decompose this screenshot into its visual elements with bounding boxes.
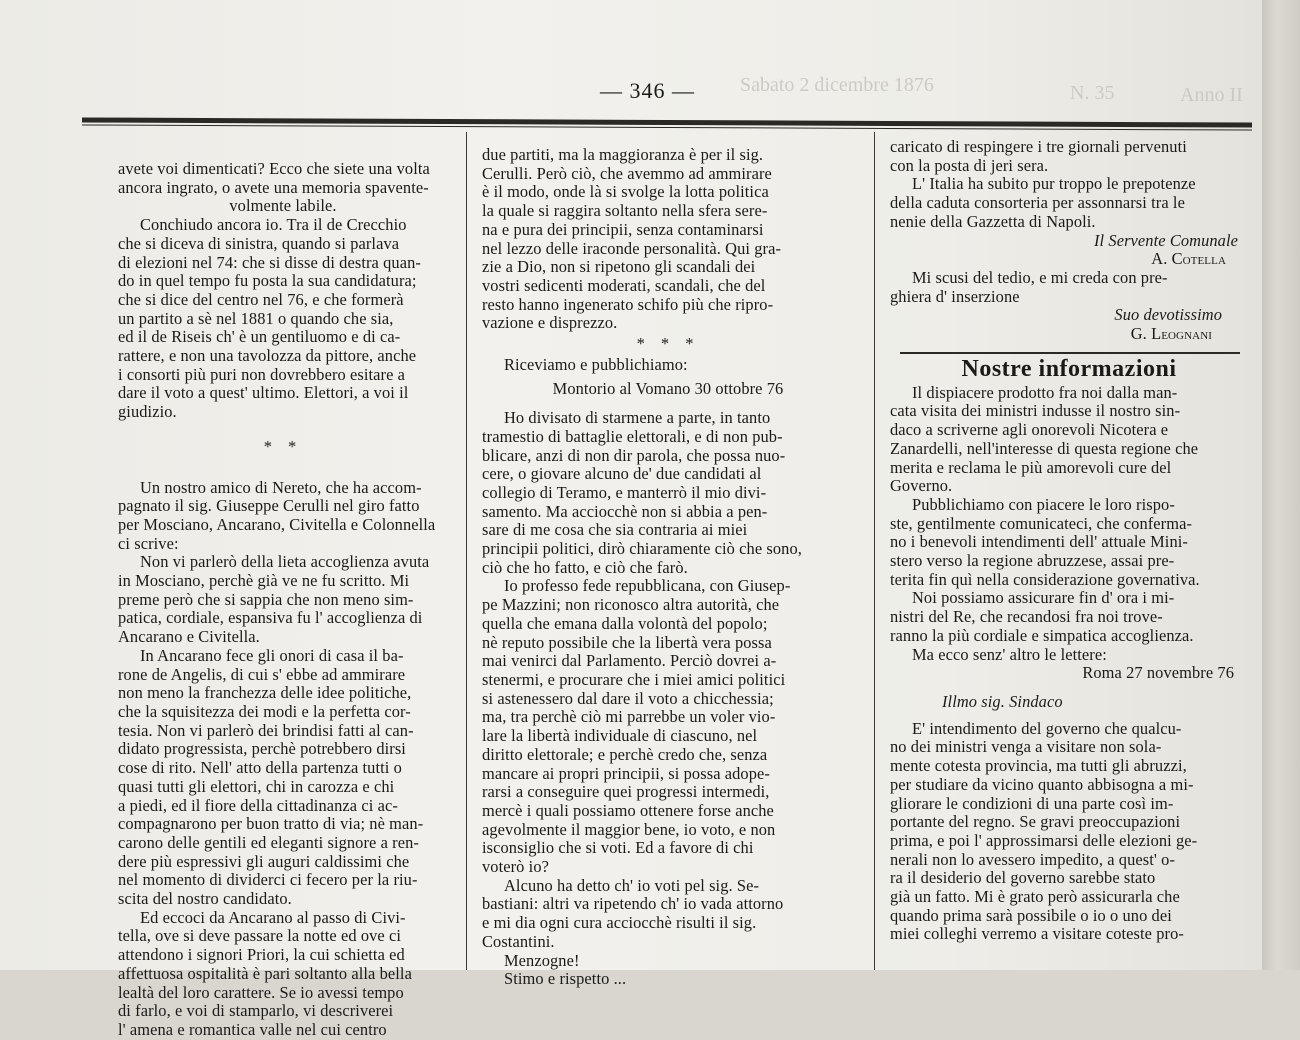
text-line: per studiare da vicino quanto abbisogna a mi- — [890, 774, 1194, 794]
text-line: gliorare le condizioni di una parte così im- — [890, 793, 1174, 813]
text-line: pe Mazzini; non riconosco altra autorità, che — [482, 595, 780, 615]
text-line: stenermi, e procurare che i miei amici politici — [482, 669, 786, 689]
text-line: cere, o giovare alcuno de' due candidati al — [482, 464, 762, 484]
text-line: mente cotesta provincia, ma tutti gli abruzzi, — [890, 756, 1187, 776]
text-line: nenie della Gazzetta di Napoli. — [890, 211, 1096, 231]
text-line: no dei ministri venga a visitare non sola- — [890, 737, 1162, 757]
page-number: — 346 — — [600, 78, 695, 103]
text-line: Il dispiacere prodotto fra noi dalla man- — [912, 382, 1178, 402]
signature-name: G. Leognani — [1130, 324, 1212, 344]
section-stars: * * * — [636, 334, 700, 354]
text-line: che la squisitezza dei modi e la perfetta cor- — [118, 701, 411, 721]
text-line: nistri del Re, che recandosi fra noi trove- — [890, 607, 1163, 627]
text-line: caricato di respingere i tre giornali pervenuti — [890, 137, 1187, 156]
text-line: rarsi a conseguire quei progressi intermedi, — [482, 782, 770, 802]
text-line: in Mosciano, perchè già ve ne fu scritto. Mi — [118, 571, 410, 591]
text-line: Stimo e rispetto ... — [504, 969, 627, 989]
text-line: ghiera d' inserzione — [890, 286, 1020, 306]
text-line: Costantini. — [482, 931, 555, 951]
text-line: mai venirci dal Parlamento. Perciò dovrei a- — [482, 651, 777, 671]
text-line: samento. Ma acciocchè non si abbia a pen- — [482, 501, 768, 521]
text-line: E' intendimento del governo che qualcu- — [912, 718, 1182, 738]
text-line: no i benevoli intendimenti dell' attuale Mini- — [890, 532, 1188, 552]
text-line: bastiani: altri va ripetendo ch' io vada attorno — [482, 894, 784, 914]
column-middle — [482, 146, 854, 989]
text-line: Ma ecco senz' altro le lettere: — [912, 644, 1107, 664]
text-line: un partito a sè nel 1881 o quando che sia, — [118, 308, 394, 328]
text-line: mercè i quali possiamo ottenere forse anche — [482, 800, 774, 820]
text-line: Conchiudo ancora io. Tra il de Crecchio — [140, 215, 407, 235]
text-line: Ho divisato di starmene a parte, in tanto — [504, 408, 771, 428]
text-line: a piedi, ed il fiore della cittadinanza ci ac- — [118, 795, 398, 815]
text-line: Ancarano e Civitella. — [118, 627, 260, 647]
text-line: resto hanno ingenerato schifo più che ripro- — [482, 294, 774, 314]
text-line: blicare, anzi di non dir parola, che possa nuo- — [482, 445, 786, 465]
text-line: prima, e poi l' approssimarsi delle elezioni ge- — [890, 830, 1198, 850]
text-line: compagnarono per buon tratto di via; nè man- — [118, 814, 424, 834]
text-line: avete voi dimenticati? Ecco che siete una volta — [118, 159, 430, 178]
text-line: quando prima sarà possibile o io o uno dei — [890, 905, 1172, 925]
text-line: quella che emana dalla volontà del popolo; — [482, 613, 768, 633]
text-line: che si dice del centro nel 76, e che formerà — [118, 289, 404, 309]
text-line: Io professo fede repubblicana, con Giusep- — [504, 576, 791, 596]
text-line: di elezioni nel 74: che si disse di destra quan- — [118, 252, 421, 272]
section-stars: * * — [263, 436, 303, 456]
bleed-through-text: N. 35 — [1070, 82, 1115, 104]
text-line: dare il voto a quest' ultimo. Elettori, a voi il — [118, 383, 409, 403]
intro-line: Riceviamo e pubblichiamo: — [504, 354, 688, 374]
text-line: scita del nostro candidato. — [118, 889, 292, 909]
text-line: tramestio di battaglie elettorali, e di non pub- — [482, 426, 783, 446]
text-line: L' Italia ha subito pur troppo le prepotenze — [912, 174, 1196, 194]
text-line: per Mosciano, Ancarano, Civitella e Colonnella — [118, 514, 436, 534]
text-line: agevolmente il maggior bene, io voto, e non — [482, 819, 776, 839]
text-line: merita e reclama le più amorevoli cure del — [890, 457, 1172, 477]
text-line: che si diceva di sinistra, quando si parlava — [118, 233, 400, 253]
text-line: ste, gentilmente comunicateci, che conferma- — [890, 513, 1193, 533]
text-line: vazione e disprezzo. — [482, 313, 618, 333]
dateline: Roma 27 novembre 76 — [1082, 663, 1234, 683]
text-line: didato progressista, perchè potrebbero dirsi — [118, 739, 406, 759]
text-line: miei colleghi verremo a visitare coteste pro- — [890, 924, 1184, 944]
text-line: già un fatto. Mi è grato però assicurarla che — [890, 887, 1180, 907]
text-line: carono delle gentili ed eleganti signore a ren- — [118, 832, 419, 852]
signature-title: Suo devotissimo — [1114, 305, 1222, 325]
text-line: na e pura dei principii, senza contaminarsi — [482, 219, 764, 239]
text-line: tella, ove si deve passare la notte ed ove ci — [118, 926, 402, 946]
text-line: Un nostro amico di Nereto, che ha accom- — [140, 477, 422, 497]
text-line: non meno la franchezza delle idee politiche, — [118, 683, 412, 703]
text-line: Menzogne! — [504, 950, 580, 970]
column-left — [118, 160, 448, 1040]
text-line: Noi possiamo assicurare fin d' ora i mi- — [912, 588, 1175, 608]
column-right — [890, 138, 1248, 944]
text-line: lealtà del loro carattere. Se io avessi tempo — [118, 982, 404, 1002]
text-line: ed il de Riseis ch' è un gentiluomo e di ca- — [118, 327, 401, 347]
signature-title: Il Servente Comunale — [1093, 230, 1238, 250]
text-line: patica, cordiale, espansiva fu l' accoglienza di — [118, 608, 423, 628]
text-line: affettuosa ospitalità è pari soltanto alla bella — [118, 963, 412, 983]
text-line: sare di me cosa che sia contraria ai miei — [482, 520, 748, 540]
text-line: ma, tra perchè ciò mi parrebbe un voler vio- — [482, 707, 776, 727]
text-line: ci scrive: — [118, 533, 179, 553]
text-line: quasi tutti gli elettori, chi in carozza e chi — [118, 776, 395, 796]
text-line: Mi scusi del tedio, e mi creda con pre- — [912, 267, 1168, 287]
text-line: Pubblichiamo con piacere le loro rispo- — [912, 494, 1175, 514]
text-line: In Ancarano fece gli onori di casa il ba- — [140, 645, 404, 665]
text-line: principii politici, dirò chiaramente ciò che sono, — [482, 539, 802, 559]
text-line: portante del regno. Se gravi preoccupazioni — [890, 812, 1181, 832]
text-line: do in quel tempo fu posta la sua candidatura; — [118, 271, 417, 291]
text-line: pagnato il sig. Giuseppe Cerulli nel giro fatto — [118, 496, 420, 516]
text-line: Zanardelli, nell'interesse di questa regione che — [890, 438, 1199, 458]
text-line: l' amena e romantica valle nel cui centro — [118, 1019, 387, 1039]
text-line: nel lezzo delle iraconde personalità. Qui gra- — [482, 238, 782, 258]
text-line: nel momento di dividerci ci fecero per la riu- — [118, 870, 418, 890]
text-line: lare la libertà individuale di ciascuno, nel — [482, 726, 758, 746]
bleed-through-text: Anno II — [1180, 84, 1243, 106]
text-line: Governo. — [890, 476, 953, 496]
text-line: diritto elettorale; e perchè credo che, senza — [482, 744, 768, 764]
text-line: due partiti, ma la maggioranza è per il sig. — [482, 145, 764, 164]
text-line: Alcuno ha detto ch' io voti pel sig. Se- — [504, 875, 760, 895]
text-line: ciò che ho fatto, e ciò che farò. — [482, 557, 688, 577]
text-line: rone de Angelis, di cui s' ebbe ad ammirare — [118, 664, 406, 684]
text-line: cose di rito. Nell' atto della partenza tutti o — [118, 758, 402, 778]
binding-edge — [1262, 0, 1300, 970]
text-line: Non vi parlerò della lieta accoglienza avuta — [140, 552, 430, 572]
text-line: di farlo, e voi di stamparlo, vi descriverei — [118, 1001, 394, 1021]
column-divider — [874, 132, 875, 970]
text-line: daco a scriverne agli onorevoli Nicotera e — [890, 420, 1169, 440]
text-line: cata visita dei ministri indusse il nostro sin- — [890, 401, 1181, 421]
text-line: i consorti più puri non dovrebbero esitare a — [118, 364, 406, 384]
text-line: voterò io? — [482, 857, 549, 877]
text-line: preme però che si sappia che non meno sim- — [118, 589, 414, 609]
text-line: ra il desiderio del governo sarebbe stato — [890, 868, 1156, 888]
text-line: e mi dia ogni cura acciocchè risulti il sig. — [482, 913, 757, 933]
text-line: nè reputo possibile che la libertà vera possa — [482, 632, 772, 652]
text-line: tesia. Non vi parlerò dei brindisi fatti al can- — [118, 720, 414, 740]
text-line: ranno la più cordiale e simpatica accoglienza. — [890, 625, 1194, 645]
text-line: la quale si raggira soltanto nella sfera sere- — [482, 201, 768, 221]
text-line: si astenessero dal dare il voto a chicchessia; — [482, 688, 774, 708]
text-line: dere più espressivi gli auguri caldissimi che — [118, 851, 410, 871]
dateline: Montorio al Vomano 30 ottobre 76 — [552, 379, 784, 399]
text-line: collegio di Teramo, e manterrò il mio divi- — [482, 482, 767, 502]
text-line: mancare ai propri principii, si possa adope- — [482, 763, 770, 783]
text-line: giudizio. — [118, 402, 177, 422]
text-line: ancora ingrato, o avete una memoria spavente- — [118, 177, 429, 197]
bleed-through-text: Sabato 2 dicembre 1876 — [740, 74, 934, 96]
text-line: con la posta di jeri sera. — [890, 155, 1049, 175]
text-line: Cerulli. Però ciò, che avemmo ad ammirare — [482, 163, 772, 183]
text-line: rattere, e non una tavolozza da pittore, anche — [118, 346, 417, 366]
column-divider — [466, 132, 467, 970]
section-heading: Nostre informazioni — [961, 355, 1177, 382]
text-line: della caduta consorteria per assonnarsi tra le — [890, 193, 1185, 213]
text-line: è il modo, onde là si svolge la lotta politica — [482, 182, 769, 202]
text-line: zie a Dio, non si ripetono gli scandali dei — [482, 257, 756, 277]
signature-name: A. Cotella — [1151, 249, 1226, 269]
text-line: stero verso la regione abruzzese, assai pre- — [890, 551, 1175, 571]
text-line: nerali non lo avessero impedito, a quest' o- — [890, 849, 1176, 869]
text-line: Ed eccoci da Ancarano al passo di Civi- — [140, 907, 406, 927]
text-line: isconsiglio che si voti. Ed a favore di chi — [482, 838, 754, 858]
text-line: attendono i signori Priori, la cui schietta ed — [118, 945, 405, 965]
salutation: Illmo sig. Sindaco — [942, 691, 1063, 711]
text-line: volmente labile. — [229, 196, 337, 216]
text-line: vostri sedicenti moderati, scandali, che del — [482, 275, 766, 295]
text-line: terita fin quì nella considerazione governativa. — [890, 569, 1200, 589]
